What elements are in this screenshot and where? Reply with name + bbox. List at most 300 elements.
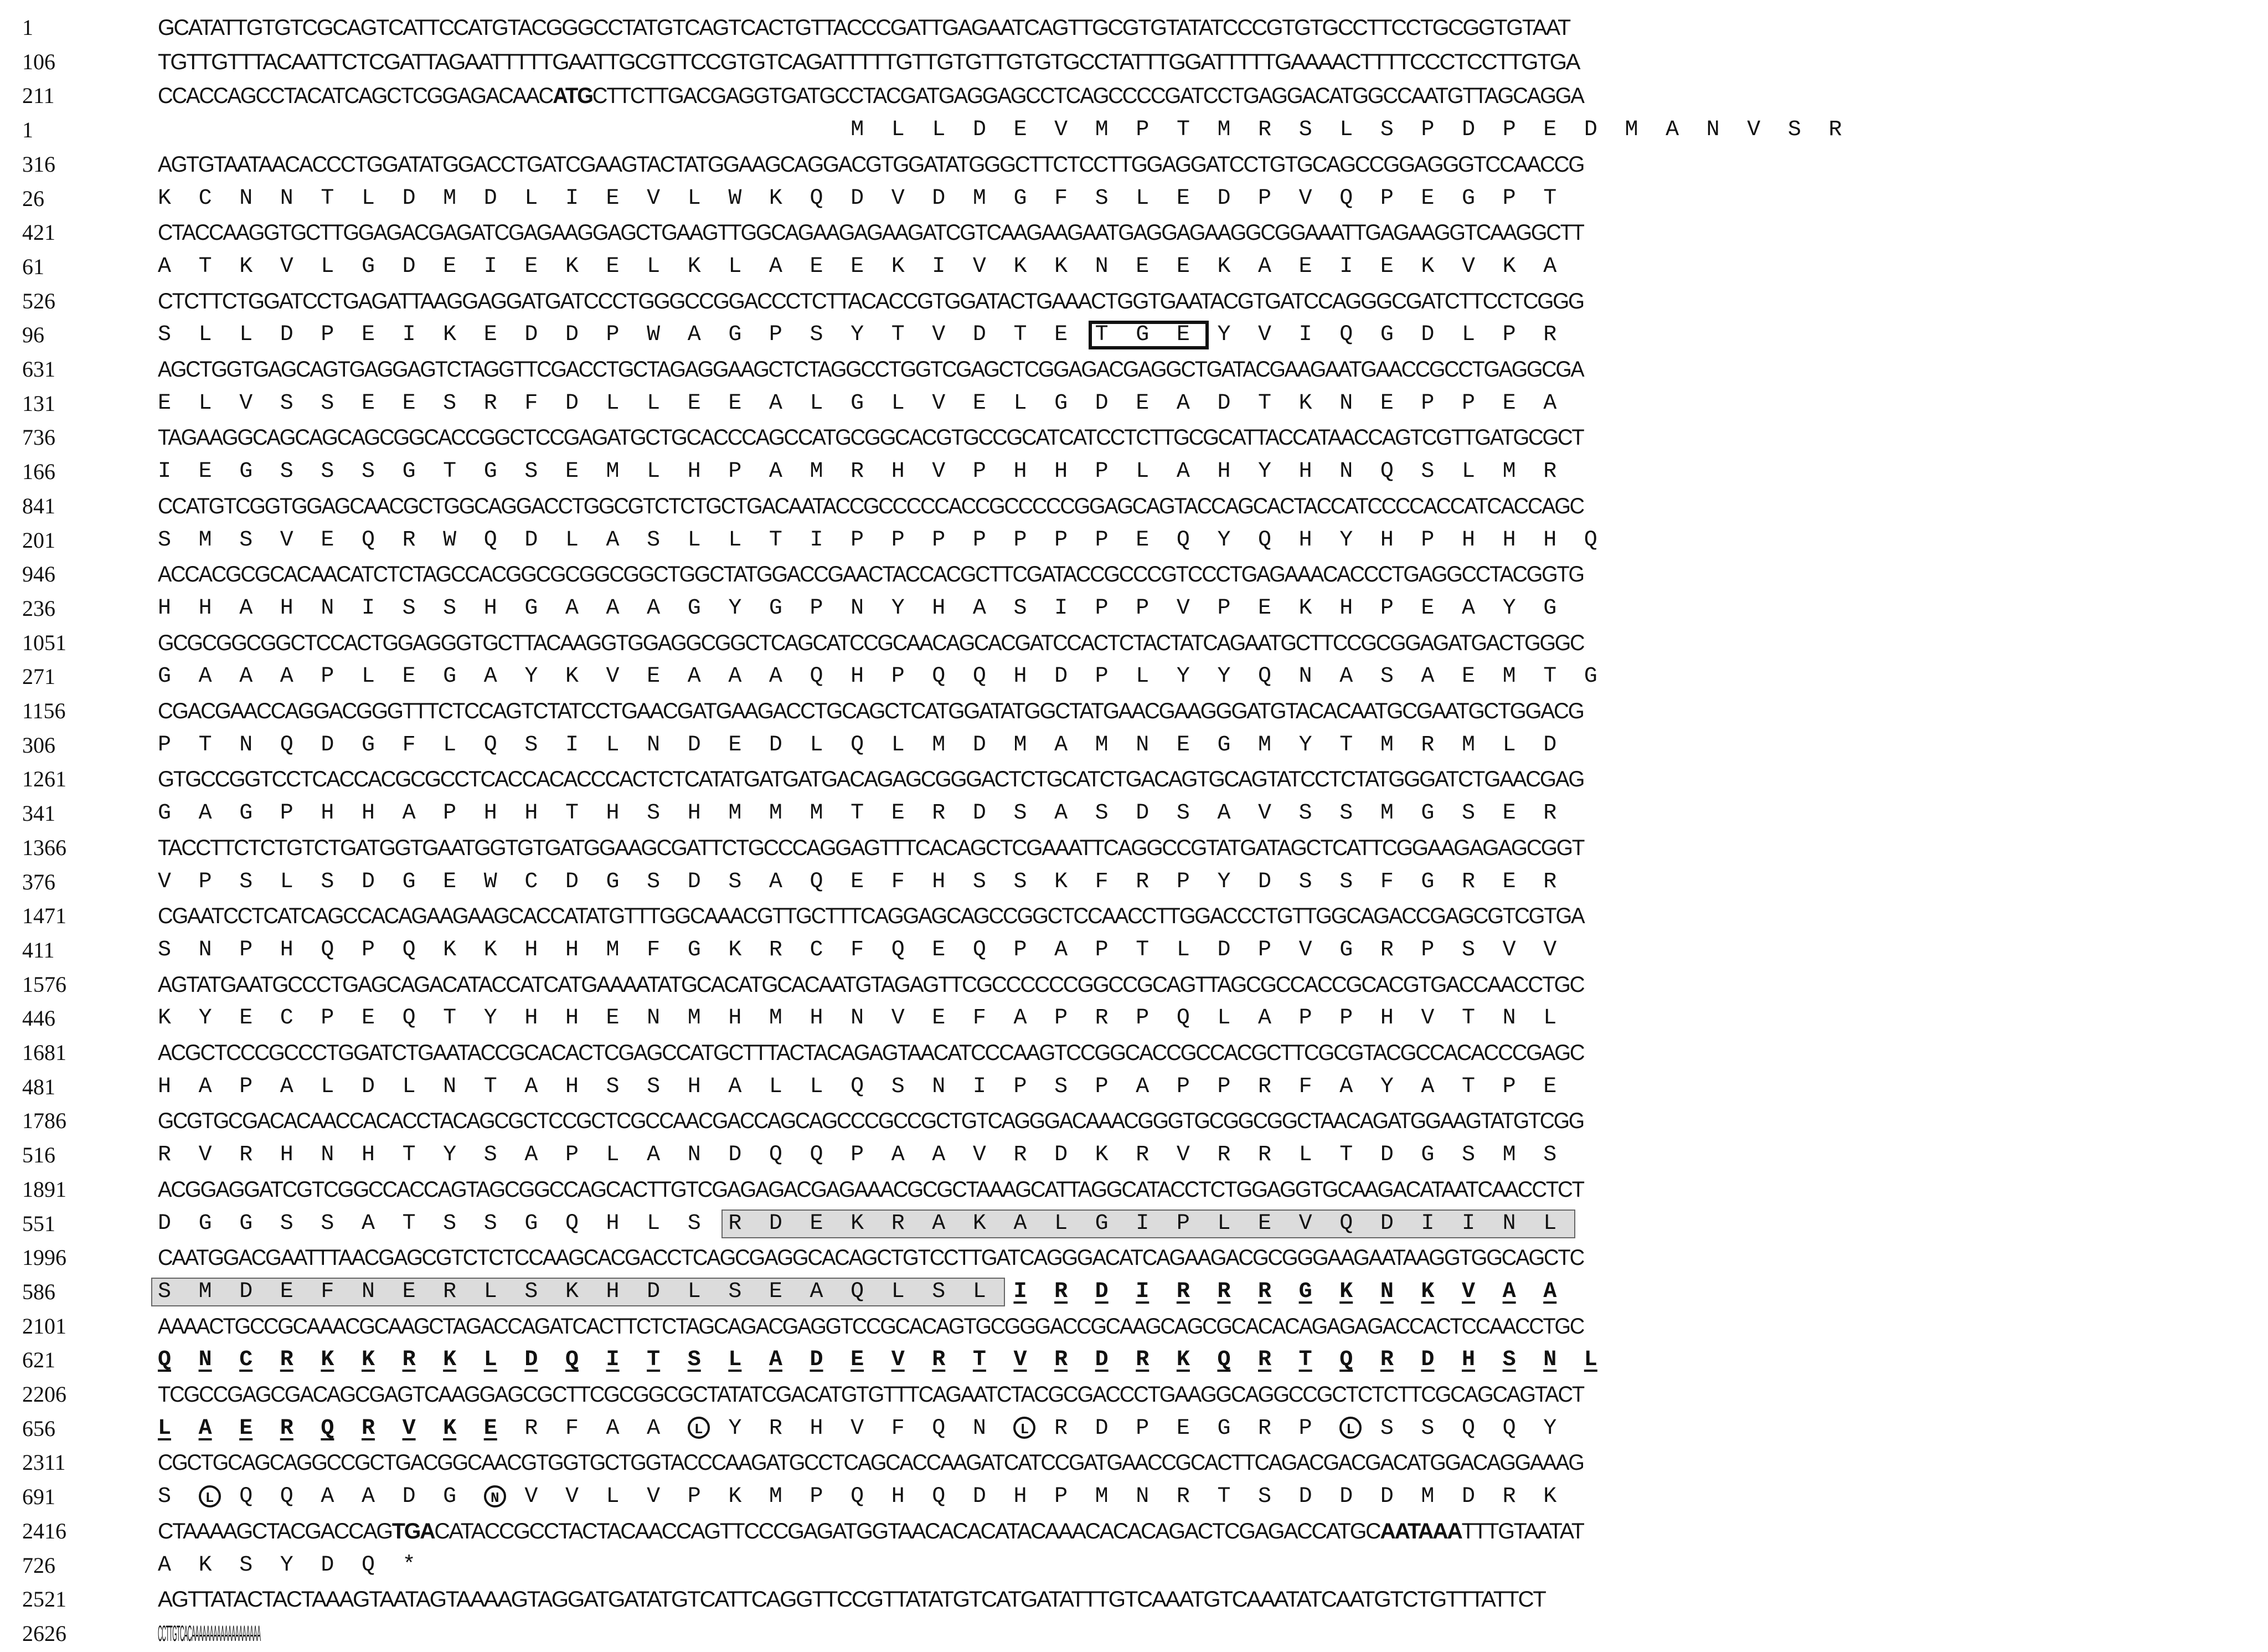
residue: N	[850, 595, 864, 621]
residue: P	[1095, 459, 1109, 485]
residue: M	[1095, 117, 1109, 143]
residue: S	[524, 1279, 538, 1304]
residue: P	[1217, 1074, 1231, 1099]
residue: L	[728, 527, 742, 553]
residue: D	[1421, 322, 1435, 348]
amino-acid-row	[0, 1480, 1603, 1514]
residue: A	[1666, 117, 1679, 143]
residue: T	[443, 1006, 457, 1031]
residue: Y	[524, 664, 538, 689]
residue: G	[1339, 937, 1353, 963]
residue: K	[565, 1279, 579, 1304]
residue: S	[1339, 801, 1353, 826]
residue: R	[1217, 1279, 1231, 1304]
residue: S	[932, 1279, 946, 1304]
residue: G	[1298, 1279, 1312, 1304]
residue: E	[1176, 732, 1190, 758]
residue: P	[1013, 1074, 1027, 1099]
position-number: 1891	[22, 1176, 66, 1202]
residue: P	[280, 801, 293, 826]
residue: V	[606, 664, 620, 689]
amino-acid-sequence	[158, 1480, 1575, 1514]
residue: E	[1136, 390, 1150, 416]
residue: R	[443, 1279, 457, 1304]
residue: E	[1258, 595, 1272, 621]
nucleotide-row	[0, 694, 1603, 728]
residue: E	[972, 390, 986, 416]
residue: G	[1217, 732, 1231, 758]
residue: D	[1095, 390, 1109, 416]
residue: P	[1136, 1006, 1150, 1031]
position-number: 726	[22, 1552, 55, 1578]
residue: G	[239, 459, 253, 485]
residue: E	[402, 1279, 416, 1304]
amino-acid-row	[0, 866, 1603, 899]
residue: S	[443, 595, 457, 621]
residue: L	[728, 1347, 742, 1373]
nucleotide-row	[0, 626, 1603, 660]
residue: R	[1543, 801, 1557, 826]
residue: M	[1258, 732, 1272, 758]
residue: T	[1176, 117, 1190, 143]
residue: D	[1584, 117, 1597, 143]
residue: L	[810, 1074, 823, 1099]
amino-acid-sequence	[158, 1412, 1575, 1445]
residue: P	[1421, 937, 1435, 963]
residue: G	[158, 664, 172, 689]
residue: T	[443, 459, 457, 485]
residue: E	[1054, 322, 1068, 348]
residue: F	[1380, 869, 1394, 894]
residue: T	[1462, 1074, 1476, 1099]
residue: D	[850, 186, 864, 211]
residue: Q	[932, 1484, 946, 1510]
position-number: 96	[22, 322, 44, 348]
residue: L	[158, 1416, 172, 1441]
residue: K	[1217, 254, 1231, 279]
residue: L	[1584, 1347, 1597, 1373]
residue: E	[1462, 664, 1476, 689]
residue: P	[1136, 1416, 1150, 1441]
residue: P	[1176, 1211, 1190, 1236]
residue: I	[1298, 322, 1312, 348]
nucleotide-sequence: ACCACGCGCACAACATCTCTAGCCACGGCGCGGCGGCTGGCTATGGACCGAACTACCACGCTTCGATACCGCCCGTCCCTGAGAAACACCCTGAGGCCTACGGTG	[158, 562, 1584, 587]
residue: R	[769, 937, 782, 963]
residue: G	[1421, 869, 1435, 894]
amino-acid-sequence	[850, 114, 2268, 147]
residue: Y	[1217, 527, 1231, 553]
residue: M	[1462, 732, 1476, 758]
residue: H	[728, 1006, 742, 1031]
residue: V	[972, 254, 986, 279]
residue: D	[321, 1552, 334, 1578]
residue: D	[1421, 1347, 1435, 1373]
residue: P	[1013, 527, 1027, 553]
nucleotide-row	[0, 763, 1603, 796]
residue: M	[1095, 732, 1109, 758]
residue: P	[810, 595, 823, 621]
residue: K	[321, 1347, 334, 1373]
residue: E	[1013, 117, 1027, 143]
residue: L	[1136, 186, 1150, 211]
residue: E	[1176, 186, 1190, 211]
residue: Q	[1339, 186, 1353, 211]
residue: A	[565, 595, 579, 621]
phosphorylation-site-marker: L	[688, 1417, 710, 1439]
residue: N	[1380, 1279, 1394, 1304]
residue: D	[1298, 1484, 1312, 1510]
residue: K	[198, 1552, 212, 1578]
residue: A	[810, 1279, 823, 1304]
residue: E	[606, 186, 620, 211]
position-number: 1471	[22, 903, 66, 929]
residue: R	[239, 1142, 253, 1168]
residue: S	[1787, 117, 1801, 143]
residue: E	[687, 390, 701, 416]
residue: T	[1339, 732, 1353, 758]
residue: I	[402, 322, 416, 348]
residue: D	[158, 1211, 172, 1236]
residue: F	[972, 1006, 986, 1031]
residue: F	[891, 869, 905, 894]
residue: M	[1380, 801, 1394, 826]
residue: I	[1339, 254, 1353, 279]
residue: S	[891, 1074, 905, 1099]
residue: S	[1298, 801, 1312, 826]
residue: C	[198, 186, 212, 211]
residue: H	[1013, 1484, 1027, 1510]
residue: V	[1502, 937, 1516, 963]
residue: E	[1380, 254, 1394, 279]
residue: Y	[483, 1006, 497, 1031]
residue: L	[606, 390, 620, 416]
position-number: 341	[22, 801, 55, 826]
residue: D	[280, 322, 293, 348]
residue: Q	[1339, 322, 1353, 348]
residue: Q	[361, 1552, 375, 1578]
residue: D	[1054, 1142, 1068, 1168]
residue: T	[769, 527, 782, 553]
position-number: 316	[22, 151, 55, 177]
residue: E	[932, 1006, 946, 1031]
amino-acid-sequence	[158, 182, 1575, 215]
amino-acid-row	[0, 1549, 1603, 1582]
residue: Q	[810, 869, 823, 894]
residue: K	[443, 1416, 457, 1441]
residue: L	[647, 254, 661, 279]
residue: F	[565, 1416, 579, 1441]
residue: S	[1013, 595, 1027, 621]
amino-acid-row	[0, 934, 1603, 967]
residue: G	[606, 869, 620, 894]
residue: A	[1502, 1279, 1516, 1304]
residue: D	[1543, 732, 1557, 758]
residue: P	[1502, 117, 1516, 143]
residue: L	[402, 1074, 416, 1099]
residue: H	[158, 1074, 172, 1099]
residue: E	[606, 254, 620, 279]
residue: A	[198, 1416, 212, 1441]
residue: S	[524, 732, 538, 758]
residue: D	[972, 117, 986, 143]
residue: K	[728, 937, 742, 963]
residue: D	[1136, 801, 1150, 826]
residue: L	[810, 732, 823, 758]
residue: H	[1462, 527, 1476, 553]
residue: A	[198, 664, 212, 689]
residue: V	[891, 1006, 905, 1031]
residue: P	[1421, 527, 1435, 553]
residue: S	[810, 322, 823, 348]
residue: G	[524, 1211, 538, 1236]
residue: H	[1298, 527, 1312, 553]
residue: S	[158, 1484, 172, 1510]
residue: I	[1054, 595, 1068, 621]
residue: T	[972, 1347, 986, 1373]
residue: P	[198, 869, 212, 894]
residue: A	[1543, 1279, 1557, 1304]
residue: M	[972, 186, 986, 211]
residue: N	[1706, 117, 1720, 143]
position-number: 236	[22, 595, 55, 621]
residue: Q	[158, 1347, 172, 1373]
position-number: 201	[22, 527, 55, 553]
residue: K	[443, 1347, 457, 1373]
residue: D	[524, 1347, 538, 1373]
residue: S	[280, 390, 293, 416]
residue: D	[1339, 1484, 1353, 1510]
residue: Q	[1258, 664, 1272, 689]
amino-acid-sequence	[158, 1549, 1575, 1582]
residue: T	[1339, 1142, 1353, 1168]
residue: Y	[1217, 869, 1231, 894]
residue: E	[891, 801, 905, 826]
residue: L	[1176, 937, 1190, 963]
residue: A	[932, 1142, 946, 1168]
nucleotide-row	[0, 1515, 1603, 1548]
residue: V	[1258, 322, 1272, 348]
residue: G	[1462, 186, 1476, 211]
residue: C	[239, 1347, 253, 1373]
residue: A	[239, 664, 253, 689]
amino-acid-row	[0, 1139, 1603, 1172]
residue: Q	[810, 1142, 823, 1168]
residue: R	[402, 527, 416, 553]
residue: H	[280, 595, 293, 621]
residue: E	[1176, 1416, 1190, 1441]
amino-acid-sequence	[158, 1344, 1597, 1377]
residue: L	[361, 186, 375, 211]
residue: E	[1502, 390, 1516, 416]
residue: A	[769, 390, 782, 416]
amino-acid-sequence	[158, 1002, 1575, 1035]
residue: M	[810, 459, 823, 485]
residue: C	[524, 869, 538, 894]
residue: E	[158, 390, 172, 416]
residue: V	[932, 390, 946, 416]
residue: K	[1339, 1279, 1353, 1304]
residue: G	[728, 322, 742, 348]
residue: E	[1136, 527, 1150, 553]
residue: G	[1013, 186, 1027, 211]
residue: R	[1421, 732, 1435, 758]
residue: Y	[443, 1142, 457, 1168]
residue: L	[647, 1211, 661, 1236]
nucleotide-sequence: CGAATCCTCATCAGCCACAGAAGAAGCACCATATGTTTGGCAAACGTTGCTTTCAGGAGCAGCCGGCTCCAACCTTGGACCCTGTTGGCAGACCGAGCGTCGTGA	[158, 904, 1584, 929]
position-number: 691	[22, 1484, 55, 1510]
residue: H	[891, 459, 905, 485]
residue: A	[280, 664, 293, 689]
residue: L	[606, 732, 620, 758]
residue: K	[1013, 254, 1027, 279]
sequence-segment: CCACCAGCCTACATCAGCTCGGAGACAAC	[158, 84, 553, 109]
nucleotide-row	[0, 1241, 1603, 1274]
residue: Q	[321, 1416, 334, 1441]
sequence-segment: CTTCTTGACGAGGTGATGCCTACGATGAGGAGCCTCAGCCCCGATCCTGAGGACATGGCCAATGTTAGCAGGA	[592, 84, 1584, 109]
residue: W	[728, 186, 742, 211]
position-number: 1261	[22, 766, 66, 792]
residue: E	[402, 390, 416, 416]
residue: M	[932, 732, 946, 758]
residue: G	[239, 801, 253, 826]
residue: M	[1502, 664, 1516, 689]
residue: K	[687, 254, 701, 279]
nucleotide-row	[0, 79, 1603, 112]
residue: V	[1258, 801, 1272, 826]
residue: Q	[850, 732, 864, 758]
residue: A	[1339, 664, 1353, 689]
residue: K	[1054, 254, 1068, 279]
residue: T	[1543, 664, 1557, 689]
position-number: 446	[22, 1006, 55, 1031]
residue: K	[443, 322, 457, 348]
residue: N	[443, 1074, 457, 1099]
residue: L	[198, 390, 212, 416]
residue: S	[158, 527, 172, 553]
residue: S	[647, 527, 661, 553]
residue: E	[1136, 254, 1150, 279]
residue: E	[647, 664, 661, 689]
position-number: 421	[22, 220, 55, 245]
residue: Q	[1502, 1416, 1516, 1441]
residue: S	[1462, 801, 1476, 826]
residue: R	[1543, 459, 1557, 485]
residue: R	[1258, 1416, 1272, 1441]
residue: D	[932, 186, 946, 211]
residue: D	[402, 186, 416, 211]
residue: A	[1543, 254, 1557, 279]
residue: L	[565, 527, 579, 553]
nucleotide-sequence: TACCTTCTCTGTCTGATGGTGAATGGTGTGATGGAAGCGATTCTGCCCAGGAGTTTCACAGCTCGAAATTCAGGCCGTATGATAGCTCATTCGGAAGAGAGCGGT	[158, 835, 1584, 860]
residue: T	[1258, 390, 1272, 416]
residue: A	[361, 1211, 375, 1236]
residue: T	[198, 254, 212, 279]
residue: H	[198, 595, 212, 621]
residue: D	[524, 322, 538, 348]
nucleotide-sequence: GCATATTGTGTCGCAGTCATTCCATGTACGGGCCTATGTCAGTCACTGTTACCCGATTGAGAATCAGTTGCGTGTATATCCCGTGTGCCTTCCTGCGGTGTAAT	[158, 16, 1570, 40]
nucleotide-sequence: ACGCTCCCGCCCTGGATCTGAATACCGCACACTCGAGCCATGCTTTACTACAGAGTAACATCCCAAGTCCGGCACCGCCACGCTTCGCGTACGCCACACCCGAGC	[158, 1041, 1584, 1065]
residue: Y	[1176, 664, 1190, 689]
residue: L	[606, 1484, 620, 1510]
amino-acid-row	[0, 250, 1603, 284]
residue: K	[1298, 390, 1312, 416]
residue: P	[728, 459, 742, 485]
residue: M	[1421, 1484, 1435, 1510]
residue: Q	[932, 664, 946, 689]
residue: N	[239, 732, 253, 758]
residue: H	[1298, 459, 1312, 485]
residue: V	[1176, 595, 1190, 621]
position-number: 166	[22, 459, 55, 485]
nucleotide-row	[0, 45, 1603, 79]
residue: A	[198, 1074, 212, 1099]
residue: A	[1258, 1006, 1272, 1031]
residue: P	[1421, 117, 1435, 143]
residue: E	[1176, 322, 1190, 348]
residue: H	[932, 595, 946, 621]
residue: A	[198, 801, 212, 826]
nucleotide-sequence: AGTTATACTACTAAAGTAATAGTAAAAGTAGGATGATATGTCATTCAGGTTCCGTTATATGTCATGATATTTGTCAAATGTCAAATATCAATGTCTGTTTATTCT	[158, 1587, 1545, 1612]
amino-acid-row	[0, 387, 1603, 420]
residue: V	[280, 254, 293, 279]
residue: V	[1543, 937, 1557, 963]
residue: R	[361, 1416, 375, 1441]
residue: S	[158, 322, 172, 348]
residue: V	[198, 1142, 212, 1168]
residue: S	[1176, 801, 1190, 826]
residue: A	[1054, 937, 1068, 963]
nucleotide-row	[0, 216, 1603, 249]
residue: H	[1013, 664, 1027, 689]
residue: A	[1054, 732, 1068, 758]
residue: S	[728, 1279, 742, 1304]
residue: A	[239, 595, 253, 621]
residue: Q	[1217, 1347, 1231, 1373]
residue: S	[321, 869, 334, 894]
residue: E	[239, 1006, 253, 1031]
residue: E	[321, 527, 334, 553]
residue: E	[1543, 117, 1557, 143]
residue: D	[769, 732, 782, 758]
residue: I	[1462, 1211, 1476, 1236]
residue: V	[1176, 1142, 1190, 1168]
residue: V	[1298, 1211, 1312, 1236]
residue: A	[769, 869, 782, 894]
nucleotide-row	[0, 968, 1603, 1001]
position-number: 1786	[22, 1108, 66, 1134]
position-number: 1	[22, 117, 33, 143]
residue: A	[361, 1484, 375, 1510]
residue: Q	[769, 1142, 782, 1168]
residue: N	[1136, 732, 1150, 758]
amino-acid-row	[0, 1071, 1603, 1104]
residue: K	[1421, 1279, 1435, 1304]
residue: S	[972, 869, 986, 894]
nucleotide-sequence: TGTTGTTTACAATTCTCGATTAGAATTTTTGAATTGCGTTCCGTGTCAGATTTTTGTTGTGTTGTGTGCCTATTTGGATTTTTGAAAACTTTTCCCTCCTTGTGA	[158, 49, 1580, 74]
residue: R	[1543, 869, 1557, 894]
residue: E	[850, 1347, 864, 1373]
residue: P	[932, 527, 946, 553]
amino-acid-row	[0, 660, 1603, 693]
residue: P	[1095, 527, 1109, 553]
residue: S	[443, 1211, 457, 1236]
residue: G	[769, 595, 782, 621]
residue: L	[483, 1347, 497, 1373]
amino-acid-row	[0, 797, 1603, 830]
residue: A	[402, 801, 416, 826]
residue: P	[1217, 595, 1231, 621]
residue: D	[483, 186, 497, 211]
